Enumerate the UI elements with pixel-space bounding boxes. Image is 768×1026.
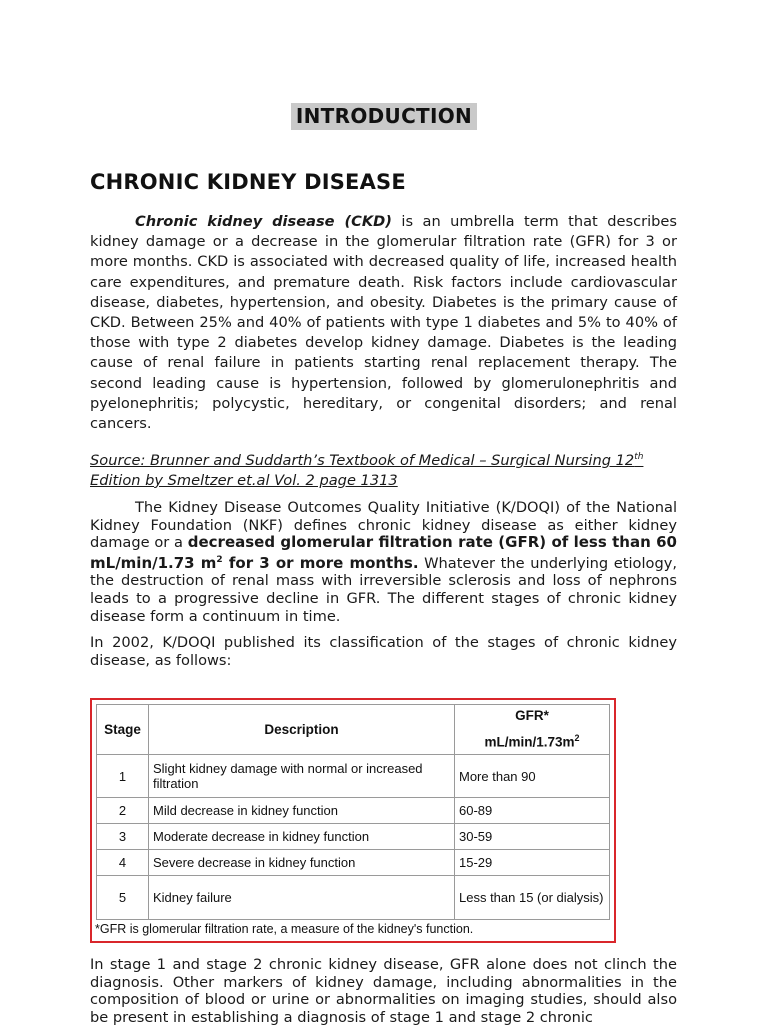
cell-description: Mild decrease in kidney function <box>149 798 455 824</box>
header-gfr-superscript: 2 <box>574 733 580 744</box>
paragraph-ckd-definition <box>90 212 677 434</box>
source-text: Source: Brunner and Suddarth’s Textbook of Medical – Surgical Nursing 12 <box>90 451 635 469</box>
cell-gfr: 60-89 <box>455 798 610 824</box>
ckd-stages-table <box>96 704 610 920</box>
cell-gfr: More than 90 <box>455 755 610 798</box>
paragraph-stage-diagnosis: In stage 1 and stage 2 chronic kidney disease, GFR alone does not clinch the diagnosis. Other markers of kidney damage, including abnormalities in the composition of blood or urine or abnormalities on imaging studies, should also be present in establishing a diagnosis of stage 1 and stage 2 chronic <box>90 956 677 1026</box>
source-superscript: th <box>634 452 644 462</box>
cell-gfr: 15-29 <box>455 850 610 876</box>
header-gfr-line1: GFR* <box>515 708 549 724</box>
bold-text-continued: for 3 or more months. <box>222 553 419 572</box>
cell-stage: 2 <box>97 798 149 824</box>
header-gfr-line2: mL/min/1.73m <box>484 734 575 750</box>
source-text-continued: Edition by Smeltzer et.al Vol. 2 page 1313 <box>90 471 398 489</box>
cell-description: Severe decrease in kidney function <box>149 850 455 876</box>
paragraph-text-continued: Whatever the underlying etiology, the destruction of renal mass with irreversible sclerosis and loss of nephrons leads to a progressive decline in GFR. The different stages of chronic kidney disease form a continuum in time. <box>90 554 677 625</box>
table-footnote: *GFR is glomerular filtration rate, a measure of the kidney's function. <box>95 922 474 936</box>
header-gfr <box>455 705 610 755</box>
section-title: CHRONIC KIDNEY DISEASE <box>90 170 406 194</box>
cell-stage: 5 <box>97 876 149 920</box>
cell-description: Kidney failure <box>149 876 455 920</box>
cell-description: Moderate decrease in kidney function <box>149 824 455 850</box>
cell-stage: 1 <box>97 755 149 798</box>
table-row <box>97 798 610 824</box>
paragraph-kdoqi-definition <box>90 499 677 625</box>
paragraph-text: is an umbrella term that describes kidney damage or a decrease in the glomerular filtration rate (GFR) for 3 or more months. CKD is associated with decreased quality of life, increased health care expenditures, and premature death. Risk factors include cardiovascular disease, diabetes, hypertension, and obesity. Diabetes is the primary cause of CKD. Between 25% and 40% of patients with type 1 diabetes and 5% to 40% of those with type 2 diabetes develop kidney damage. Diabetes is the leading cause of renal failure in patients starting renal replacement therapy. The second leading cause is hypertension, followed by glomerulonephritis and pyelonephritis; polycystic, hereditary, or congenital disorders; and renal cancers. <box>90 213 677 433</box>
paragraph-text: The Kidney Disease Outcomes Quality Initiative (K/DOQI) of the National Kidney Foundation (NKF) defines chronic kidney disease as either kidney damage or a <box>90 499 677 552</box>
table-header-row <box>97 705 610 755</box>
cell-gfr: 30-59 <box>455 824 610 850</box>
source-citation <box>90 447 680 491</box>
table-row <box>97 850 610 876</box>
table-row <box>97 824 610 850</box>
table-row <box>97 876 610 920</box>
cell-stage: 4 <box>97 850 149 876</box>
ckd-term: Chronic kidney disease (CKD) <box>135 213 392 230</box>
bold-text: decreased glomerular filtration rate (GFR) of less than 60 mL/min/1.73 m <box>90 533 677 572</box>
cell-gfr: Less than 15 (or dialysis) <box>455 876 610 920</box>
table-row <box>97 755 610 798</box>
header-description: Description <box>149 705 455 755</box>
intro-heading-wrap <box>0 103 768 130</box>
cell-description: Slight kidney damage with normal or increased filtration <box>149 755 455 798</box>
cell-stage: 3 <box>97 824 149 850</box>
header-stage: Stage <box>97 705 149 755</box>
paragraph-classification-intro: In 2002, K/DOQI published its classification of the stages of chronic kidney disease, as follows: <box>90 634 677 669</box>
intro-heading: INTRODUCTION <box>291 103 477 130</box>
ckd-stages-table-box <box>90 698 616 943</box>
bold-superscript: 2 <box>216 554 223 565</box>
